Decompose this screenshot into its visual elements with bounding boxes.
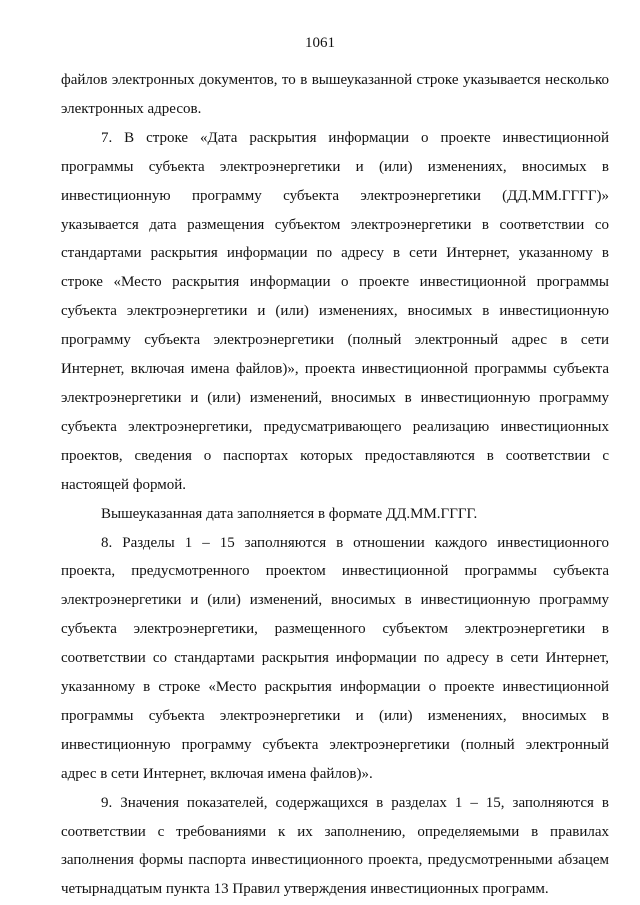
text-line: электроэнергетики и (или) изменений, вносимых в инвестиционную программу bbox=[61, 592, 609, 609]
text-line: заполнения формы паспорта инвестиционного проекта, предусмотренными абзацем bbox=[61, 852, 609, 869]
text-line: проекта, предусмотренного проектом инвестиционной программы субъекта bbox=[61, 563, 609, 580]
text-line: Вышеуказанная дата заполняется в формате ДД.ММ.ГГГГ. bbox=[101, 505, 478, 522]
paragraph-item-8 bbox=[61, 529, 609, 789]
text-line: программы субъекта электроэнергетики и (или) изменениях, вносимых в bbox=[61, 158, 609, 175]
text-line: субъекта электроэнергетики, предусматривающего реализацию инвестиционных bbox=[61, 418, 609, 435]
paragraph-item-7 bbox=[61, 124, 609, 500]
text-line: 9. Значения показателей, содержащихся в разделах 1 – 15, заполняются в bbox=[101, 794, 609, 811]
text-line: соответствии с требованиями к их заполнению, определяемыми в правилах bbox=[61, 823, 609, 840]
text-line: адрес в сети Интернет, включая имена файлов)». bbox=[61, 765, 373, 782]
text-line: Интернет, включая имена файлов)», проекта инвестиционной программы субъекта bbox=[61, 361, 609, 378]
paragraph-item-9 bbox=[61, 789, 609, 905]
text-line: электроэнергетики и (или) изменений, вносимых в инвестиционную программу bbox=[61, 389, 609, 406]
text-line: соответствии со стандартами раскрытия информации по адресу в сети Интернет, bbox=[61, 650, 609, 667]
paragraph-date-format bbox=[61, 500, 609, 529]
text-line: 8. Разделы 1 – 15 заполняются в отношении каждого инвестиционного bbox=[101, 534, 609, 551]
text-line: субъекта электроэнергетики и (или) изменениях, вносимых в инвестиционную bbox=[61, 303, 609, 320]
page-number: 1061 bbox=[305, 35, 335, 51]
text-line: указанному в строке «Место раскрытия информации о проекте инвестиционной bbox=[61, 679, 609, 696]
text-line: проектов, сведения о паспортах которых предоставляются в соответствии с bbox=[61, 447, 609, 464]
paragraph-continuation bbox=[61, 66, 609, 124]
text-line: стандартами раскрытия информации по адресу в сети Интернет, указанному в bbox=[61, 245, 609, 262]
text-line: строке «Место раскрытия информации о проекте инвестиционной программы bbox=[61, 274, 609, 291]
text-line: программу субъекта электроэнергетики (полный электронный адрес в сети bbox=[61, 332, 609, 349]
text-line: программы субъекта электроэнергетики и (или) изменениях, вносимых в bbox=[61, 707, 609, 724]
text-line: четырнадцатым пункта 13 Правил утверждения инвестиционных программ. bbox=[61, 881, 549, 898]
text-line: электронных адресов. bbox=[61, 100, 202, 117]
text-line: 7. В строке «Дата раскрытия информации о проекте инвестиционной bbox=[101, 129, 609, 146]
document-body bbox=[61, 66, 609, 904]
text-line: инвестиционную программу субъекта электроэнергетики (полный электронный bbox=[61, 736, 609, 753]
text-line: инвестиционную программу субъекта электроэнергетики (ДД.ММ.ГГГГ)» bbox=[61, 187, 609, 204]
text-line: указывается дата размещения субъектом электроэнергетики в соответствии со bbox=[61, 216, 609, 233]
text-line: субъекта электроэнергетики, размещенного субъектом электроэнергетики в bbox=[61, 621, 609, 638]
text-line: настоящей формой. bbox=[61, 476, 187, 493]
text-line: файлов электронных документов, то в вышеуказанной строке указывается несколько bbox=[61, 72, 609, 88]
